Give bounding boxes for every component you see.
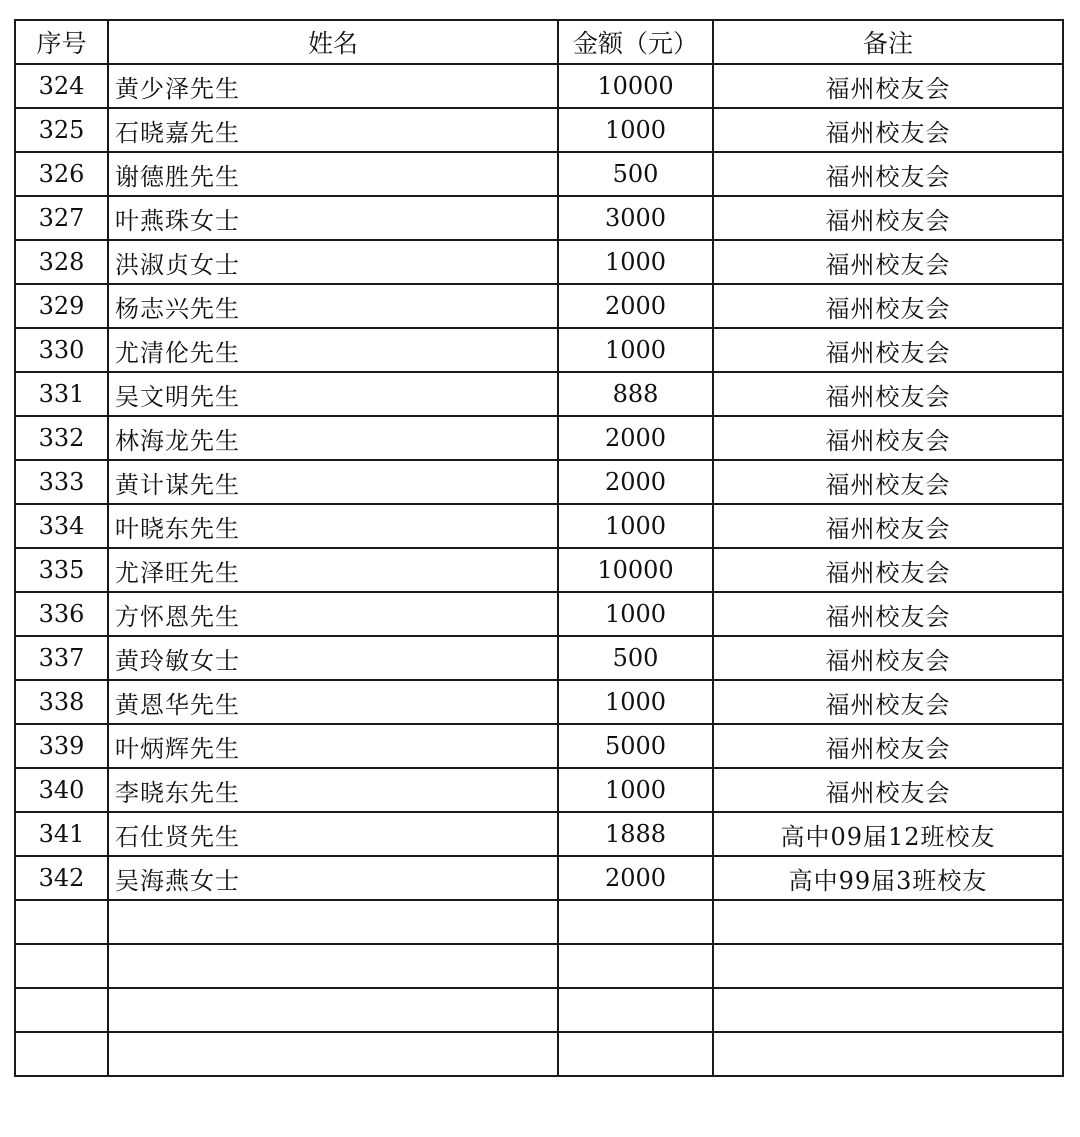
- cell-name: 石晓嘉先生: [108, 108, 558, 152]
- table-row: [15, 680, 1063, 724]
- table-row: [15, 416, 1063, 460]
- table-row: [15, 856, 1063, 900]
- cell-no: 338: [15, 680, 108, 724]
- cell-name: 黄计谋先生: [108, 460, 558, 504]
- cell-no: 341: [15, 812, 108, 856]
- cell-no: 340: [15, 768, 108, 812]
- cell-note: 福州校友会: [713, 152, 1063, 196]
- cell-no: 333: [15, 460, 108, 504]
- cell-name: 杨志兴先生: [108, 284, 558, 328]
- cell-name: [108, 900, 558, 944]
- cell-name: 谢德胜先生: [108, 152, 558, 196]
- cell-no: 326: [15, 152, 108, 196]
- cell-amount: [558, 1032, 713, 1076]
- cell-name: 吴海燕女士: [108, 856, 558, 900]
- cell-note: 福州校友会: [713, 196, 1063, 240]
- cell-no: [15, 900, 108, 944]
- cell-amount: 1888: [558, 812, 713, 856]
- cell-no: 339: [15, 724, 108, 768]
- cell-amount: [558, 944, 713, 988]
- cell-amount: 2000: [558, 460, 713, 504]
- cell-amount: 1000: [558, 768, 713, 812]
- header-no: 序号: [15, 20, 108, 64]
- cell-no: [15, 944, 108, 988]
- cell-amount: 5000: [558, 724, 713, 768]
- cell-note: [713, 988, 1063, 1032]
- cell-note: [713, 900, 1063, 944]
- table-row: [15, 372, 1063, 416]
- cell-amount: 888: [558, 372, 713, 416]
- cell-no: 328: [15, 240, 108, 284]
- table-row: [15, 64, 1063, 108]
- table-row: [15, 460, 1063, 504]
- cell-no: 325: [15, 108, 108, 152]
- cell-amount: 2000: [558, 284, 713, 328]
- cell-note: 福州校友会: [713, 416, 1063, 460]
- cell-name: 叶燕珠女士: [108, 196, 558, 240]
- cell-amount: 1000: [558, 504, 713, 548]
- cell-name: 叶晓东先生: [108, 504, 558, 548]
- table-row: [15, 812, 1063, 856]
- table-row: [15, 196, 1063, 240]
- cell-name: 洪淑贞女士: [108, 240, 558, 284]
- table-row: [15, 768, 1063, 812]
- header-amount: 金额（元）: [558, 20, 713, 64]
- donation-table: [14, 19, 1064, 1077]
- cell-amount: 500: [558, 636, 713, 680]
- cell-name: 李晓东先生: [108, 768, 558, 812]
- cell-amount: 2000: [558, 856, 713, 900]
- cell-name: 吴文明先生: [108, 372, 558, 416]
- cell-note: [713, 1032, 1063, 1076]
- cell-note: 福州校友会: [713, 240, 1063, 284]
- table-row: [15, 636, 1063, 680]
- cell-note: 高中09届12班校友: [713, 812, 1063, 856]
- header-name: 姓名: [108, 20, 558, 64]
- cell-name: 尤清伦先生: [108, 328, 558, 372]
- cell-no: 342: [15, 856, 108, 900]
- cell-note: 福州校友会: [713, 504, 1063, 548]
- cell-note: 高中99届3班校友: [713, 856, 1063, 900]
- cell-amount: 1000: [558, 328, 713, 372]
- cell-amount: 2000: [558, 416, 713, 460]
- cell-no: 330: [15, 328, 108, 372]
- cell-name: [108, 944, 558, 988]
- cell-no: 324: [15, 64, 108, 108]
- table-row: [15, 240, 1063, 284]
- cell-no: [15, 988, 108, 1032]
- cell-no: 329: [15, 284, 108, 328]
- cell-note: 福州校友会: [713, 724, 1063, 768]
- cell-note: 福州校友会: [713, 636, 1063, 680]
- cell-name: [108, 988, 558, 1032]
- cell-note: 福州校友会: [713, 372, 1063, 416]
- table-row-empty: [15, 944, 1063, 988]
- cell-note: 福州校友会: [713, 284, 1063, 328]
- cell-no: 337: [15, 636, 108, 680]
- table-row: [15, 592, 1063, 636]
- cell-name: 黄少泽先生: [108, 64, 558, 108]
- cell-note: 福州校友会: [713, 548, 1063, 592]
- table-row: [15, 284, 1063, 328]
- header-note: 备注: [713, 20, 1063, 64]
- cell-amount: [558, 900, 713, 944]
- table-row: [15, 504, 1063, 548]
- table-row: [15, 724, 1063, 768]
- cell-name: 石仕贤先生: [108, 812, 558, 856]
- cell-amount: [558, 988, 713, 1032]
- cell-amount: 10000: [558, 64, 713, 108]
- cell-no: 334: [15, 504, 108, 548]
- cell-no: 327: [15, 196, 108, 240]
- cell-name: 叶炳辉先生: [108, 724, 558, 768]
- cell-name: 黄玲敏女士: [108, 636, 558, 680]
- cell-amount: 1000: [558, 680, 713, 724]
- cell-name: 林海龙先生: [108, 416, 558, 460]
- cell-note: 福州校友会: [713, 680, 1063, 724]
- cell-note: [713, 944, 1063, 988]
- cell-name: 方怀恩先生: [108, 592, 558, 636]
- cell-no: 331: [15, 372, 108, 416]
- cell-note: 福州校友会: [713, 64, 1063, 108]
- cell-note: 福州校友会: [713, 592, 1063, 636]
- table-row-empty: [15, 900, 1063, 944]
- cell-no: 332: [15, 416, 108, 460]
- cell-name: 尤泽旺先生: [108, 548, 558, 592]
- cell-amount: 1000: [558, 240, 713, 284]
- cell-name: 黄恩华先生: [108, 680, 558, 724]
- table-row-empty: [15, 1032, 1063, 1076]
- cell-note: 福州校友会: [713, 768, 1063, 812]
- cell-note: 福州校友会: [713, 328, 1063, 372]
- cell-amount: 10000: [558, 548, 713, 592]
- table-row: [15, 548, 1063, 592]
- table-row: [15, 152, 1063, 196]
- cell-note: 福州校友会: [713, 108, 1063, 152]
- cell-note: 福州校友会: [713, 460, 1063, 504]
- cell-no: 336: [15, 592, 108, 636]
- cell-name: [108, 1032, 558, 1076]
- cell-no: [15, 1032, 108, 1076]
- table-row: [15, 328, 1063, 372]
- table-row: [15, 108, 1063, 152]
- cell-amount: 1000: [558, 108, 713, 152]
- cell-amount: 3000: [558, 196, 713, 240]
- cell-amount: 1000: [558, 592, 713, 636]
- header-row: [15, 20, 1063, 64]
- cell-amount: 500: [558, 152, 713, 196]
- table-row-empty: [15, 988, 1063, 1032]
- cell-no: 335: [15, 548, 108, 592]
